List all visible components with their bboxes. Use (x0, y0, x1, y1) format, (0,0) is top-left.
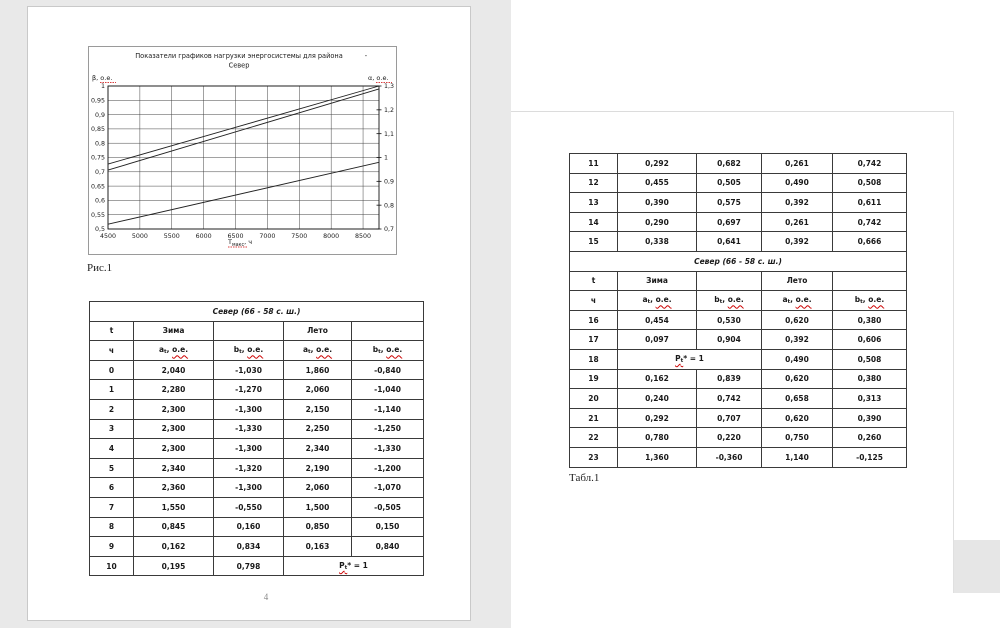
value-cell: 0,845 (134, 517, 214, 537)
chart-title-dash: - (364, 52, 368, 60)
value-cell: -0,360 (697, 447, 762, 467)
group-header-cell: Лето (284, 321, 352, 341)
value-cell: 0,508 (833, 349, 907, 369)
left-axis-tick-label: 0,65 (90, 183, 105, 191)
hour-cell: 21 (570, 408, 618, 428)
value-cell: 0,162 (618, 369, 697, 389)
value-cell: 0,261 (762, 212, 833, 232)
merged-value-cell: $P_t* = 1$ (284, 556, 424, 576)
x-axis-tick-label: 4500 (99, 233, 117, 240)
x-axis-tick-label: 7500 (291, 233, 308, 240)
left-axis-tick-label: 0,5 (94, 226, 105, 234)
value-cell: 0,162 (134, 537, 214, 557)
left-axis-label: β, о.е. (92, 74, 113, 82)
value-cell: 2,340 (284, 439, 352, 459)
table-row (570, 408, 907, 428)
table-row (90, 478, 424, 498)
value-cell: -0,840 (352, 360, 424, 380)
x-axis-tick-label: 8000 (323, 233, 340, 240)
group-header-cell: Зима (618, 271, 697, 291)
x-axis-tick-label: 6500 (227, 233, 244, 240)
value-cell: 0,850 (284, 517, 352, 537)
table-row (570, 232, 907, 252)
value-cell: 0,220 (697, 428, 762, 448)
value-cell: 0,454 (618, 310, 697, 330)
group-header-cell: t (570, 271, 618, 291)
value-cell: 0,904 (697, 330, 762, 350)
x-axis-tick-label: 6000 (195, 233, 212, 240)
value-cell: 0,392 (762, 232, 833, 252)
table-row (570, 212, 907, 232)
column-header-cell: $b_t$, о.е. (697, 291, 762, 311)
value-cell: 0,097 (618, 330, 697, 350)
value-cell: 0,390 (618, 193, 697, 213)
value-cell: 2,150 (284, 399, 352, 419)
value-cell: 2,360 (134, 478, 214, 498)
hour-cell: 19 (570, 369, 618, 389)
hour-cell: 13 (570, 193, 618, 213)
document-page-left (27, 6, 471, 621)
table-caption: Табл.1 (569, 472, 600, 484)
table-row (570, 310, 907, 330)
x-axis-tick-label: 8500 (355, 233, 372, 240)
left-axis-tick-label: 0,8 (94, 140, 105, 148)
value-cell: 2,300 (134, 399, 214, 419)
value-cell: 0,611 (833, 193, 907, 213)
value-cell: 0,750 (762, 428, 833, 448)
table-row (570, 369, 907, 389)
value-cell: 1,550 (134, 497, 214, 517)
value-cell: -1,300 (214, 478, 284, 498)
hour-cell: 8 (90, 517, 134, 537)
value-cell: -0,505 (352, 497, 424, 517)
value-cell: 0,834 (214, 537, 284, 557)
right-axis-label: α, о.е. (368, 74, 389, 82)
column-header-cell: $b_t$, о.е. (352, 341, 424, 361)
value-cell: 0,641 (697, 232, 762, 252)
value-cell: 0,261 (762, 154, 833, 174)
group-header-cell (214, 321, 284, 341)
value-cell: 0,682 (697, 154, 762, 174)
value-cell: 0,697 (697, 212, 762, 232)
table-row (90, 537, 424, 557)
left-axis-tick-label: 0,7 (94, 169, 105, 176)
hour-cell: 17 (570, 330, 618, 350)
value-cell: -1,200 (352, 458, 424, 478)
value-cell: -1,330 (352, 439, 424, 459)
value-cell: 2,300 (134, 439, 214, 459)
table-row (570, 193, 907, 213)
value-cell: 2,300 (134, 419, 214, 439)
value-cell: 2,190 (284, 458, 352, 478)
document-page-right (511, 0, 1000, 628)
north-table-part1-host (89, 301, 424, 576)
value-cell: 1,500 (284, 497, 352, 517)
value-cell: -1,250 (352, 419, 424, 439)
hour-cell: 10 (90, 556, 134, 576)
column-header-cell: $b_t$, о.е. (833, 291, 907, 311)
hour-cell: 0 (90, 360, 134, 380)
group-header-cell (352, 321, 424, 341)
page-edge-right (953, 111, 954, 593)
north-table-part1 (89, 301, 424, 576)
left-axis-tick-label: 0,9 (94, 111, 105, 119)
column-header-cell: $a_t$, о.е. (284, 341, 352, 361)
value-cell: 0,260 (833, 428, 907, 448)
table-row (90, 497, 424, 517)
value-cell: 0,313 (833, 389, 907, 409)
x-axis-tick-label: 5000 (131, 233, 148, 240)
left-axis-tick-label: 0,75 (90, 154, 105, 162)
value-cell: 0,530 (697, 310, 762, 330)
chart-title-line1: Показатели графиков нагрузки энергосистемы для района (135, 52, 343, 60)
value-cell: -0,125 (833, 447, 907, 467)
value-cell: 0,742 (697, 389, 762, 409)
table-row (570, 447, 907, 467)
right-axis-tick-label: 1,1 (384, 130, 395, 138)
value-cell: 0,490 (762, 349, 833, 369)
hour-cell: 6 (90, 478, 134, 498)
hour-cell: 4 (90, 439, 134, 459)
load-profile-chart (88, 46, 397, 255)
value-cell: 0,338 (618, 232, 697, 252)
table-row (90, 419, 424, 439)
table-title: Север (66 - 58 с. ш.) (90, 302, 424, 322)
column-header-cell: $b_t$, о.е. (214, 341, 284, 361)
table-row (570, 428, 907, 448)
value-cell: 0,380 (833, 310, 907, 330)
column-header-cell: ч (90, 341, 134, 361)
value-cell: 0,508 (833, 173, 907, 193)
value-cell: 0,150 (352, 517, 424, 537)
value-cell: -1,070 (352, 478, 424, 498)
value-cell: 2,250 (284, 419, 352, 439)
value-cell: 0,658 (762, 389, 833, 409)
value-cell: 2,280 (134, 380, 214, 400)
value-cell: -1,320 (214, 458, 284, 478)
series-line-beta-lower (108, 89, 379, 170)
hour-cell: 5 (90, 458, 134, 478)
table-row (570, 349, 907, 369)
group-header-cell: t (90, 321, 134, 341)
hour-cell: 14 (570, 212, 618, 232)
value-cell: 0,455 (618, 173, 697, 193)
value-cell: 1,140 (762, 447, 833, 467)
left-axis-tick-label: 0,55 (90, 211, 105, 219)
x-axis-tick-label: 7000 (259, 233, 276, 240)
series-line-beta-upper (108, 86, 379, 164)
column-header-cell: $a_t$, о.е. (762, 291, 833, 311)
value-cell: 0,392 (762, 193, 833, 213)
background-corner (954, 540, 1000, 593)
value-cell: 0,490 (762, 173, 833, 193)
value-cell: 0,620 (762, 310, 833, 330)
page-number: 4 (263, 592, 269, 602)
x-axis-tick-label: 5500 (163, 233, 180, 240)
right-axis-tick-label: 0,9 (384, 178, 395, 186)
value-cell: 0,575 (697, 193, 762, 213)
hour-cell: 23 (570, 447, 618, 467)
value-cell: 0,240 (618, 389, 697, 409)
right-axis-tick-label: 0,7 (384, 226, 395, 234)
value-cell: -1,300 (214, 439, 284, 459)
hour-cell: 11 (570, 154, 618, 174)
group-header-cell: Зима (134, 321, 214, 341)
table-row (90, 360, 424, 380)
left-axis-tick-label: 0,95 (90, 97, 105, 105)
hour-cell: 20 (570, 389, 618, 409)
table-row (90, 556, 424, 576)
value-cell: 2,340 (134, 458, 214, 478)
hour-cell: 22 (570, 428, 618, 448)
page-edge-top (511, 111, 953, 112)
north-table-part2 (569, 153, 907, 468)
chart-title-line2: Север (228, 61, 250, 70)
column-header-cell: $a_t$, о.е. (618, 291, 697, 311)
value-cell: 0,292 (618, 154, 697, 174)
left-axis-tick-label: 1 (100, 83, 105, 91)
value-cell: 0,666 (833, 232, 907, 252)
table-title: Север (66 - 58 с. ш.) (570, 251, 907, 271)
value-cell: 0,742 (833, 212, 907, 232)
value-cell: 1,360 (618, 447, 697, 467)
hour-cell: 7 (90, 497, 134, 517)
left-axis-tick-label: 0,85 (90, 126, 105, 134)
hour-cell: 15 (570, 232, 618, 252)
value-cell: -1,030 (214, 360, 284, 380)
right-axis-tick-label: 1,2 (384, 107, 395, 115)
value-cell: -1,330 (214, 419, 284, 439)
value-cell: 0,195 (134, 556, 214, 576)
column-header-cell: $a_t$, о.е. (134, 341, 214, 361)
group-header-cell: Лето (762, 271, 833, 291)
value-cell: 2,040 (134, 360, 214, 380)
right-axis-tick-label: 0,8 (384, 202, 395, 210)
value-cell: 0,620 (762, 369, 833, 389)
right-axis-tick-label: 1 (384, 154, 389, 162)
value-cell: 0,798 (214, 556, 284, 576)
hour-cell: 18 (570, 349, 618, 369)
hour-cell: 2 (90, 399, 134, 419)
value-cell: 0,840 (352, 537, 424, 557)
group-header-cell (833, 271, 907, 291)
hour-cell: 12 (570, 173, 618, 193)
table-row (90, 458, 424, 478)
value-cell: 2,060 (284, 478, 352, 498)
table-row (90, 380, 424, 400)
value-cell: -1,300 (214, 399, 284, 419)
value-cell: 0,160 (214, 517, 284, 537)
table-row (570, 389, 907, 409)
value-cell: -1,140 (352, 399, 424, 419)
value-cell: 0,290 (618, 212, 697, 232)
group-header-cell (697, 271, 762, 291)
x-axis-label: $Т_{макс}$, ч (228, 238, 253, 248)
north-table-part2-host (569, 153, 907, 468)
value-cell: 0,390 (833, 408, 907, 428)
value-cell: 0,380 (833, 369, 907, 389)
value-cell: 2,060 (284, 380, 352, 400)
column-header-cell: ч (570, 291, 618, 311)
value-cell: 0,606 (833, 330, 907, 350)
table-row (570, 154, 907, 174)
value-cell: 0,780 (618, 428, 697, 448)
value-cell: 0,392 (762, 330, 833, 350)
value-cell: 0,505 (697, 173, 762, 193)
value-cell: 0,620 (762, 408, 833, 428)
value-cell: -1,270 (214, 380, 284, 400)
hour-cell: 3 (90, 419, 134, 439)
left-axis-tick-label: 0,6 (94, 197, 105, 205)
value-cell: 0,292 (618, 408, 697, 428)
hour-cell: 9 (90, 537, 134, 557)
value-cell: 0,742 (833, 154, 907, 174)
table-row (90, 399, 424, 419)
value-cell: 0,707 (697, 408, 762, 428)
table-row (90, 439, 424, 459)
value-cell: 1,860 (284, 360, 352, 380)
value-cell: 0,839 (697, 369, 762, 389)
value-cell: -1,040 (352, 380, 424, 400)
value-cell: -0,550 (214, 497, 284, 517)
hour-cell: 1 (90, 380, 134, 400)
value-cell: 0,163 (284, 537, 352, 557)
figure-caption: Рис.1 (87, 262, 113, 274)
load-profile-chart-svg (89, 47, 396, 254)
merged-value-cell: $P_t* = 1$ (618, 349, 762, 369)
table-row (570, 330, 907, 350)
table-row (90, 517, 424, 537)
hour-cell: 16 (570, 310, 618, 330)
table-row (570, 173, 907, 193)
right-axis-tick-label: 1,3 (384, 83, 395, 91)
